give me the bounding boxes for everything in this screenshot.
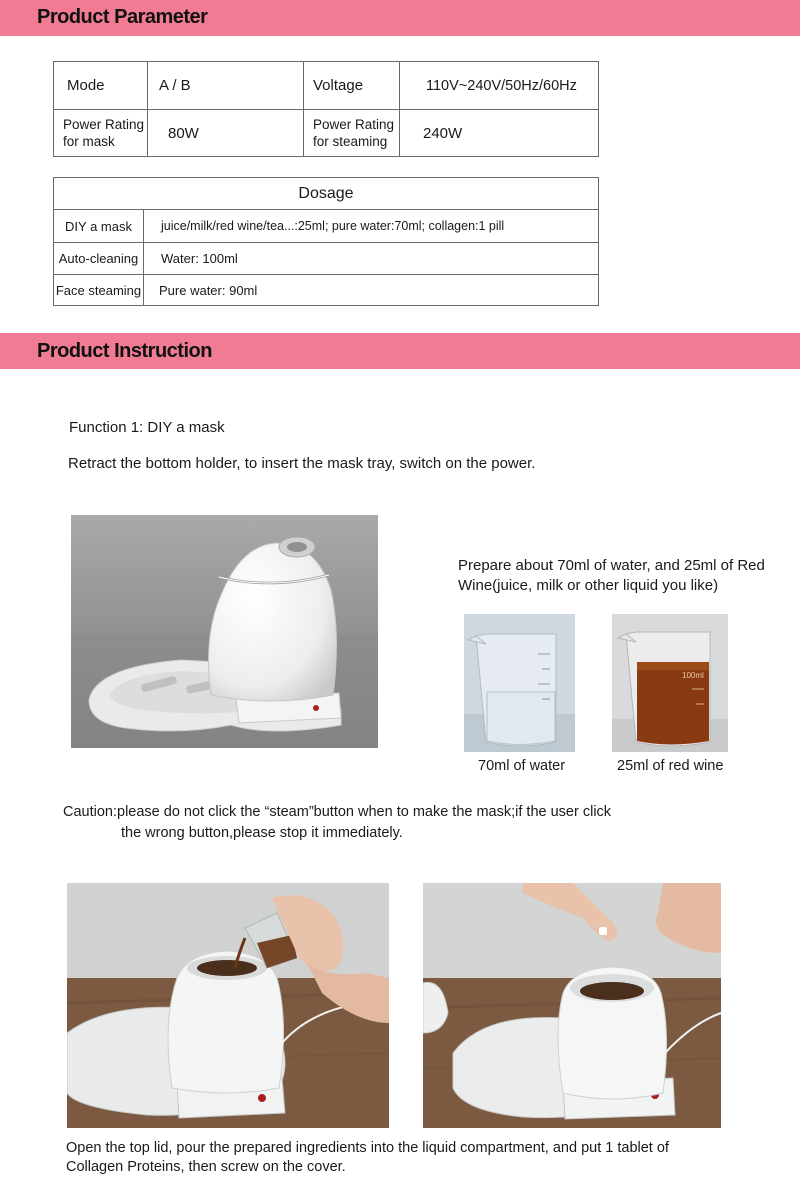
power-mask-label (54, 110, 148, 157)
prepare-text-line2: Wine(juice, milk or other liquid you like) (458, 577, 719, 594)
power-steam-label-line2: for steaming (313, 134, 388, 149)
step-1-text: Retract the bottom holder, to insert the mask tray, switch on the power. (68, 455, 536, 472)
dosage-row-label: Auto-cleaning (54, 243, 144, 275)
dosage-row-value: juice/milk/red wine/tea...:25ml; pure water:70ml; collagen:1 pill (144, 210, 599, 243)
beaker-scale-label: 100ml (682, 671, 704, 680)
section-title: Product Instruction (37, 340, 212, 362)
dosage-header: Dosage (54, 178, 599, 210)
water-beaker-photo (464, 614, 575, 752)
product-instruction-header (0, 333, 800, 369)
power-mask-label-line2: for mask (63, 134, 115, 149)
mode-value: A / B (148, 62, 304, 110)
device-photo (71, 515, 378, 748)
tablet-photo (423, 883, 721, 1128)
dosage-row-value: Water: 100ml (144, 243, 599, 275)
function-title: Function 1: DIY a mask (69, 419, 225, 436)
mode-label: Mode (54, 62, 148, 110)
section-title: Product Parameter (37, 6, 208, 28)
parameter-table (53, 61, 599, 157)
pouring-photo (67, 883, 389, 1128)
product-parameter-header (0, 0, 800, 36)
power-mask-value: 80W (148, 110, 304, 157)
step-2-line1: Open the top lid, pour the prepared ingredients into the liquid compartment, and put 1 tablet of (66, 1140, 669, 1156)
power-steam-value: 240W (400, 110, 599, 157)
water-caption: 70ml of water (478, 758, 566, 774)
power-mask-label-line1: Power Rating (63, 117, 145, 132)
dosage-row-label: DIY a mask (54, 210, 144, 243)
power-steam-label-line1: Power Rating (313, 117, 395, 132)
dosage-table (53, 177, 599, 306)
caution-line2: the wrong button,please stop it immediately. (121, 825, 403, 841)
wine-caption: 25ml of red wine (617, 758, 724, 774)
step-2-line2: Collagen Proteins, then screw on the cover. (66, 1159, 346, 1175)
dosage-row-value: Pure water: 90ml (144, 275, 599, 306)
power-steam-label (304, 110, 400, 157)
voltage-label: Voltage (304, 62, 400, 110)
wine-beaker-photo (612, 614, 728, 752)
prepare-text-line1: Prepare about 70ml of water, and 25ml of Red (458, 557, 765, 574)
dosage-row-label: Face steaming (54, 275, 144, 306)
voltage-value: 110V~240V/50Hz/60Hz (400, 62, 599, 110)
caution-line1: Caution:please do not click the “steam”button when to make the mask;if the user click (63, 804, 612, 820)
